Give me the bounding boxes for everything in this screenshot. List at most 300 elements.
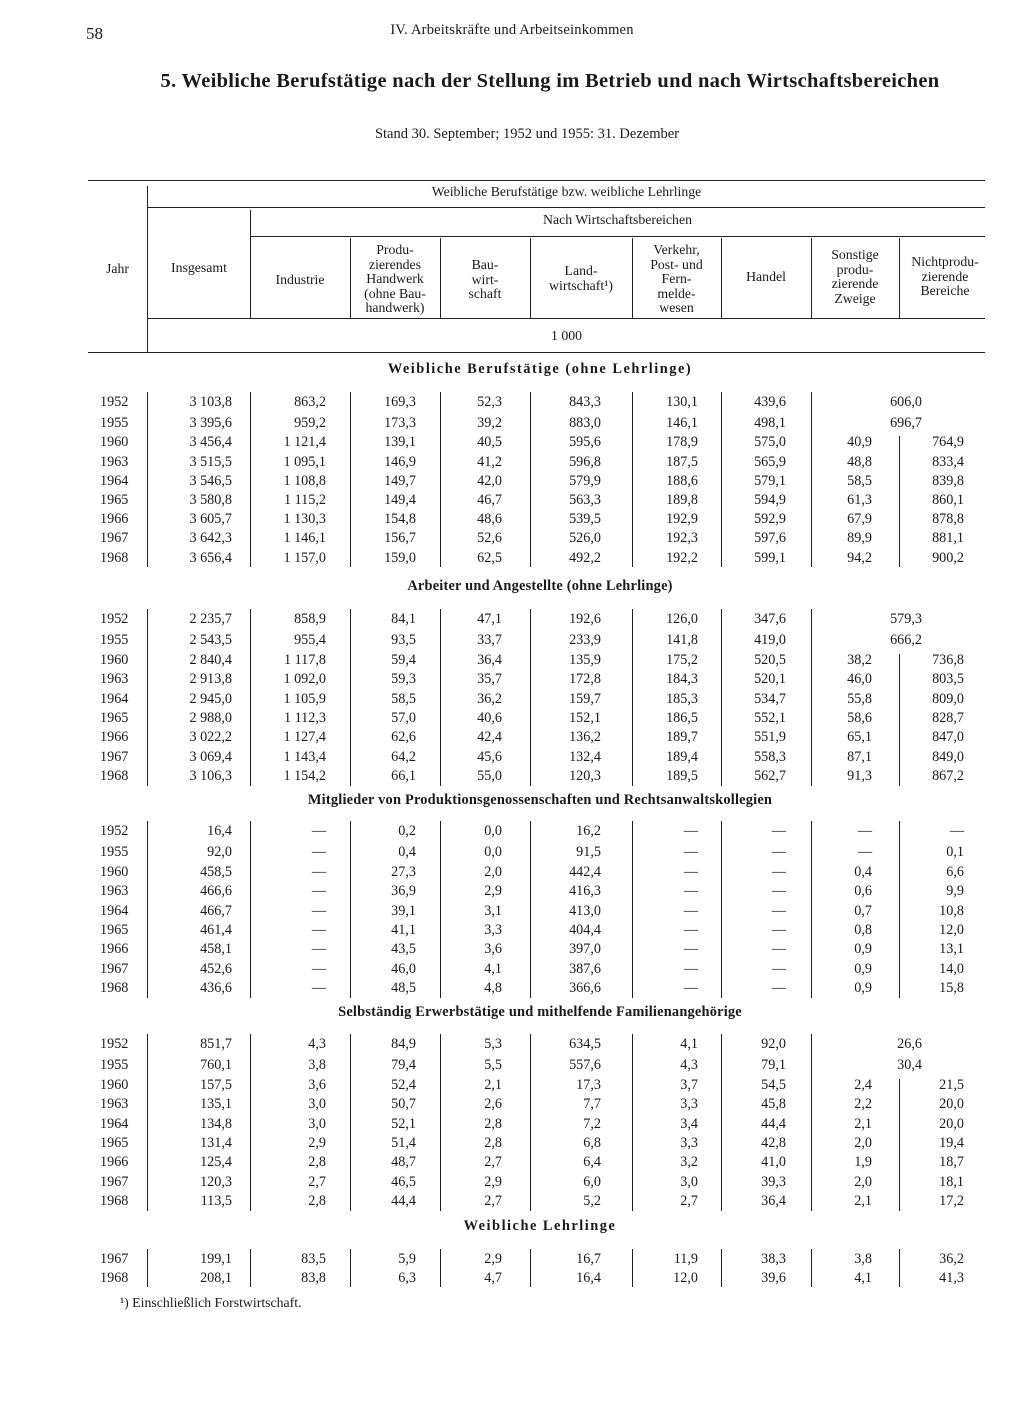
header-group-rule: [148, 207, 985, 208]
column-separator: [147, 392, 148, 567]
cell-landwirtschaft: 557,6: [569, 1057, 601, 1073]
cell-handwerk: 50,7: [391, 1096, 416, 1112]
cell-year: 1955: [100, 844, 129, 860]
cell-year: 1966: [100, 1154, 129, 1170]
column-separator: [899, 654, 900, 786]
column-separator: [440, 1249, 441, 1287]
cell-bauwirtschaft: 4,1: [484, 961, 502, 977]
cell-industrie: —: [311, 844, 326, 860]
cell-insgesamt: 436,6: [200, 980, 232, 996]
cell-insgesamt: 157,5: [200, 1077, 232, 1093]
cell-nichtproduzierende: 20,0: [939, 1116, 964, 1132]
cell-insgesamt: 2 543,5: [189, 632, 232, 648]
cell-handel: —: [771, 961, 786, 977]
column-separator: [721, 821, 722, 998]
cell-insgesamt: 92,0: [207, 844, 232, 860]
cell-landwirtschaft: 172,8: [569, 671, 601, 687]
cell-nichtproduzierende: 14,0: [939, 961, 964, 977]
cell-handel: 54,5: [761, 1077, 786, 1093]
cell-insgesamt: 134,8: [200, 1116, 232, 1132]
cell-landwirtschaft: 6,4: [583, 1154, 601, 1170]
cell-insgesamt: 3 546,5: [189, 473, 232, 489]
cell-nichtproduzierende: 764,9: [932, 434, 964, 450]
cell-sonstige: 40,9: [847, 434, 872, 450]
header-col-landwirtschaft: Land- wirtschaft¹): [549, 263, 613, 293]
column-separator: [811, 1034, 812, 1211]
cell-industrie: 1 105,9: [283, 691, 326, 707]
cell-landwirtschaft: 397,0: [569, 941, 601, 957]
cell-sonstige: 38,2: [847, 652, 872, 668]
cell-nichtproduzierende: 21,5: [939, 1077, 964, 1093]
cell-verkehr: —: [683, 980, 698, 996]
cell-sonstige: 0,6: [854, 883, 872, 899]
cell-handel: —: [771, 922, 786, 938]
cell-year: 1967: [100, 530, 129, 546]
cell-handel: 41,0: [761, 1154, 786, 1170]
cell-landwirtschaft: 16,4: [576, 1270, 601, 1286]
cell-year: 1968: [100, 1193, 129, 1209]
cell-verkehr: 186,5: [666, 710, 698, 726]
cell-nichtproduzierende: 900,2: [932, 550, 964, 566]
table-row: [0, 922, 1024, 940]
cell-year: 1960: [100, 864, 129, 880]
cell-industrie: —: [311, 864, 326, 880]
table-row: [0, 823, 1024, 841]
column-separator: [811, 392, 812, 567]
cell-handel: 42,8: [761, 1135, 786, 1151]
cell-verkehr: 3,7: [680, 1077, 698, 1093]
cell-handel: 592,9: [754, 511, 786, 527]
cell-bauwirtschaft: 2,0: [484, 864, 502, 880]
table-row: [0, 941, 1024, 959]
cell-year: 1965: [100, 922, 129, 938]
cell-bauwirtschaft: 52,3: [477, 394, 502, 410]
cell-sonstige: 87,1: [847, 749, 872, 765]
cell-handel: 520,1: [754, 671, 786, 687]
cell-handel: —: [771, 864, 786, 880]
column-separator: [811, 1249, 812, 1287]
header-col-sonstige: Sonstige produ- zierende Zweige: [831, 247, 879, 306]
cell-nichtproduzierende: 0,1: [946, 844, 964, 860]
cell-year: 1968: [100, 1270, 129, 1286]
cell-handwerk: 27,3: [391, 864, 416, 880]
cell-bauwirtschaft: 40,5: [477, 434, 502, 450]
cell-handel: —: [771, 980, 786, 996]
cell-nichtproduzierende: 12,0: [939, 922, 964, 938]
column-separator: [530, 821, 531, 998]
cell-nichtproduzierende: 18,1: [939, 1174, 964, 1190]
cell-landwirtschaft: 404,4: [569, 922, 601, 938]
cell-verkehr: 141,8: [666, 632, 698, 648]
table-row: [0, 530, 1024, 548]
cell-industrie: 1 121,4: [283, 434, 326, 450]
cell-bauwirtschaft: 48,6: [477, 511, 502, 527]
table-row: [0, 632, 1024, 650]
table-row: [0, 1096, 1024, 1114]
table-row: [0, 903, 1024, 921]
table-row: [0, 980, 1024, 998]
table-row: [0, 511, 1024, 529]
cell-sonstige: 48,8: [847, 454, 872, 470]
cell-sonstige: 2,1: [854, 1116, 872, 1132]
header-subgroup-rule: [250, 236, 985, 237]
section-title: Weibliche Berufstätige (ohne Lehrlinge): [387, 361, 693, 377]
cell-sonstige: 2,0: [854, 1174, 872, 1190]
cell-handel: 92,0: [761, 1036, 786, 1052]
cell-insgesamt: 466,7: [200, 903, 232, 919]
column-separator: [530, 1249, 531, 1287]
cell-industrie: 83,8: [301, 1270, 326, 1286]
cell-industrie: 3,0: [308, 1116, 326, 1132]
cell-landwirtschaft: 7,2: [583, 1116, 601, 1132]
cell-verkehr: —: [683, 883, 698, 899]
cell-sonstige: 3,8: [854, 1251, 872, 1267]
cell-year: 1967: [100, 749, 129, 765]
cell-insgesamt: 120,3: [200, 1174, 232, 1190]
cell-landwirtschaft: 413,0: [569, 903, 601, 919]
table-row: [0, 434, 1024, 452]
cell-landwirtschaft: 132,4: [569, 749, 601, 765]
cell-nichtproduzierende: 828,7: [932, 710, 964, 726]
cell-sonstige: 0,4: [854, 864, 872, 880]
cell-insgesamt: 3 580,8: [189, 492, 232, 508]
cell-year: 1968: [100, 980, 129, 996]
table-row: [0, 864, 1024, 882]
cell-industrie: 3,8: [308, 1057, 326, 1073]
cell-handwerk: 149,7: [384, 473, 416, 489]
cell-year: 1964: [100, 1116, 129, 1132]
cell-industrie: —: [311, 980, 326, 996]
cell-bauwirtschaft: 39,2: [477, 415, 502, 431]
cell-industrie: 1 108,8: [283, 473, 326, 489]
cell-landwirtschaft: 233,9: [569, 632, 601, 648]
column-separator: [632, 609, 633, 786]
cell-handwerk: 48,5: [391, 980, 416, 996]
table-row: [0, 710, 1024, 728]
cell-handwerk: 173,3: [384, 415, 416, 431]
cell-nichtproduzierende: 9,9: [946, 883, 964, 899]
cell-sonstige: 61,3: [847, 492, 872, 508]
cell-year: 1964: [100, 473, 129, 489]
table-row: [0, 611, 1024, 629]
column-separator: [440, 609, 441, 786]
cell-bauwirtschaft: 52,6: [477, 530, 502, 546]
cell-nichtproduzierende: 849,0: [932, 749, 964, 765]
cell-year: 1965: [100, 710, 129, 726]
cell-handwerk: 79,4: [391, 1057, 416, 1073]
cell-handwerk: 48,7: [391, 1154, 416, 1170]
cell-bauwirtschaft: 2,9: [484, 1174, 502, 1190]
table-row: [0, 1077, 1024, 1095]
cell-industrie: 1 115,2: [283, 492, 326, 508]
cell-handel: 575,0: [754, 434, 786, 450]
column-separator: [530, 1034, 531, 1211]
cell-sonstige: 65,1: [847, 729, 872, 745]
cell-year: 1965: [100, 492, 129, 508]
cell-year: 1968: [100, 768, 129, 784]
cell-handwerk: 154,8: [384, 511, 416, 527]
cell-handwerk: 52,4: [391, 1077, 416, 1093]
cell-sonstige: 94,2: [847, 550, 872, 566]
cell-verkehr: —: [683, 864, 698, 880]
cell-verkehr: 192,3: [666, 530, 698, 546]
column-separator: [350, 1034, 351, 1211]
column-separator: [250, 1034, 251, 1211]
cell-industrie: 2,8: [308, 1193, 326, 1209]
cell-landwirtschaft: 6,8: [583, 1135, 601, 1151]
cell-insgesamt: 2 988,0: [189, 710, 232, 726]
cell-landwirtschaft: 136,2: [569, 729, 601, 745]
cell-year: 1967: [100, 1174, 129, 1190]
section-title: Weibliche Lehrlinge: [463, 1218, 617, 1234]
header-col-industrie: Industrie: [275, 272, 325, 287]
cell-nichtproduzierende: 839,8: [932, 473, 964, 489]
header-col-verkehr: Verkehr, Post- und Fern- melde- wesen: [650, 242, 703, 316]
cell-nichtproduzierende: 41,3: [939, 1270, 964, 1286]
cell-landwirtschaft: 634,5: [569, 1036, 601, 1052]
column-separator: [440, 392, 441, 567]
cell-handwerk: 159,0: [384, 550, 416, 566]
cell-insgesamt: 199,1: [200, 1251, 232, 1267]
cell-verkehr: 130,1: [666, 394, 698, 410]
cell-landwirtschaft: 596,8: [569, 454, 601, 470]
cell-industrie: 858,9: [294, 611, 326, 627]
header-col-handel: Handel: [746, 269, 786, 284]
column-separator: [350, 1249, 351, 1287]
cell-bauwirtschaft: 55,0: [477, 768, 502, 784]
cell-insgesamt: 3 395,6: [189, 415, 232, 431]
cell-handwerk: 51,4: [391, 1135, 416, 1151]
cell-nichtproduzierende: 833,4: [932, 454, 964, 470]
cell-nichtproduzierende: 809,0: [932, 691, 964, 707]
cell-sonstige: 0,8: [854, 922, 872, 938]
cell-verkehr: 187,5: [666, 454, 698, 470]
cell-nichtproduzierende: 881,1: [932, 530, 964, 546]
cell-sonstige: 0,9: [854, 941, 872, 957]
cell-nichtproduzierende: 847,0: [932, 729, 964, 745]
cell-handel: 39,3: [761, 1174, 786, 1190]
cell-landwirtschaft: 192,6: [569, 611, 601, 627]
cell-handel: 565,9: [754, 454, 786, 470]
cell-handel: —: [771, 903, 786, 919]
cell-year: 1963: [100, 883, 129, 899]
cell-sonstige-nichtproduzierende-combined: 606,0: [890, 394, 922, 410]
cell-handel: 597,6: [754, 530, 786, 546]
header-group-top: Weibliche Berufstätige bzw. weibliche Lehrlinge: [431, 184, 702, 199]
cell-bauwirtschaft: 0,0: [484, 823, 502, 839]
cell-handwerk: 52,1: [391, 1116, 416, 1132]
column-separator: [899, 1079, 900, 1211]
cell-verkehr: —: [683, 922, 698, 938]
cell-insgesamt: 461,4: [200, 922, 232, 938]
cell-handel: 39,6: [761, 1270, 786, 1286]
column-separator: [440, 821, 441, 998]
cell-bauwirtschaft: 41,2: [477, 454, 502, 470]
cell-sonstige: 58,5: [847, 473, 872, 489]
cell-handwerk: 59,3: [391, 671, 416, 687]
cell-insgesamt: 113,5: [200, 1193, 232, 1209]
cell-bauwirtschaft: 2,1: [484, 1077, 502, 1093]
cell-handwerk: 66,1: [391, 768, 416, 784]
cell-year: 1955: [100, 1057, 129, 1073]
cell-verkehr: 4,1: [680, 1036, 698, 1052]
table-subtitle: Stand 30. September; 1952 und 1955: 31. Dezember: [374, 126, 680, 142]
table-row: [0, 729, 1024, 747]
running-head: IV. Arbeitskräfte und Arbeitseinkommen: [390, 22, 634, 38]
table-row: [0, 768, 1024, 786]
column-separator: [147, 1034, 148, 1211]
cell-industrie: 1 143,4: [283, 749, 326, 765]
cell-handwerk: 41,1: [391, 922, 416, 938]
cell-verkehr: 192,9: [666, 511, 698, 527]
cell-handel: 79,1: [761, 1057, 786, 1073]
cell-handwerk: 84,1: [391, 611, 416, 627]
footnote: ¹) Einschließlich Forstwirtschaft.: [120, 1295, 302, 1310]
cell-verkehr: 12,0: [673, 1270, 698, 1286]
table-title: 5. Weibliche Berufstätige nach der Stellung im Betrieb und nach Wirtschaftsbereichen: [160, 70, 940, 92]
cell-insgesamt: 2 913,8: [189, 671, 232, 687]
cell-industrie: 863,2: [294, 394, 326, 410]
header-bottom-rule: [88, 352, 985, 353]
cell-verkehr: 184,3: [666, 671, 698, 687]
table-row: [0, 749, 1024, 767]
cell-handwerk: 139,1: [384, 434, 416, 450]
cell-insgesamt: 3 642,3: [189, 530, 232, 546]
cell-industrie: 2,8: [308, 1154, 326, 1170]
cell-handwerk: 64,2: [391, 749, 416, 765]
cell-year: 1963: [100, 671, 129, 687]
cell-insgesamt: 760,1: [200, 1057, 232, 1073]
cell-handel: —: [771, 823, 786, 839]
cell-handel: 551,9: [754, 729, 786, 745]
cell-sonstige-nichtproduzierende-combined: 696,7: [890, 415, 922, 431]
table-row: [0, 473, 1024, 491]
cell-insgesamt: 2 945,0: [189, 691, 232, 707]
cell-insgesamt: 466,6: [200, 883, 232, 899]
section-title: Arbeiter und Angestellte (ohne Lehrlinge): [407, 578, 673, 594]
section-title: Selbständig Erwerbstätige und mithelfende Familienangehörige: [338, 1004, 742, 1020]
cell-verkehr: —: [683, 961, 698, 977]
cell-nichtproduzierende: 36,2: [939, 1251, 964, 1267]
cell-bauwirtschaft: 4,8: [484, 980, 502, 996]
cell-nichtproduzierende: 15,8: [939, 980, 964, 996]
column-separator: [350, 392, 351, 567]
cell-nichtproduzierende: 867,2: [932, 768, 964, 784]
cell-bauwirtschaft: 36,2: [477, 691, 502, 707]
table-row: [0, 883, 1024, 901]
cell-handel: 439,6: [754, 394, 786, 410]
column-separator: [721, 392, 722, 567]
column-separator: [811, 609, 812, 786]
cell-sonstige: 58,6: [847, 710, 872, 726]
cell-bauwirtschaft: 5,3: [484, 1036, 502, 1052]
cell-insgesamt: 208,1: [200, 1270, 232, 1286]
cell-industrie: 1 092,0: [283, 671, 326, 687]
page-number: 58: [86, 24, 103, 43]
cell-nichtproduzierende: 736,8: [932, 652, 964, 668]
cell-handwerk: 36,9: [391, 883, 416, 899]
cell-handel: —: [771, 883, 786, 899]
cell-industrie: —: [311, 961, 326, 977]
cell-verkehr: 178,9: [666, 434, 698, 450]
table-row: [0, 844, 1024, 862]
table-row: [0, 550, 1024, 568]
table-row: [0, 1174, 1024, 1192]
cell-bauwirtschaft: 42,4: [477, 729, 502, 745]
cell-landwirtschaft: 120,3: [569, 768, 601, 784]
cell-insgesamt: 2 840,4: [189, 652, 232, 668]
cell-handel: —: [771, 941, 786, 957]
cell-verkehr: 189,8: [666, 492, 698, 508]
column-separator: [440, 1034, 441, 1211]
cell-insgesamt: 125,4: [200, 1154, 232, 1170]
cell-handel: 36,4: [761, 1193, 786, 1209]
cell-industrie: 1 127,4: [283, 729, 326, 745]
cell-landwirtschaft: 135,9: [569, 652, 601, 668]
cell-verkehr: 146,1: [666, 415, 698, 431]
cell-bauwirtschaft: 2,8: [484, 1116, 502, 1132]
cell-insgesamt: 2 235,7: [189, 611, 232, 627]
cell-industrie: —: [311, 903, 326, 919]
cell-industrie: 1 117,8: [283, 652, 326, 668]
column-separator: [899, 1249, 900, 1287]
cell-insgesamt: 3 103,8: [189, 394, 232, 410]
cell-landwirtschaft: 579,9: [569, 473, 601, 489]
cell-industrie: —: [311, 922, 326, 938]
cell-verkehr: 4,3: [680, 1057, 698, 1073]
cell-verkehr: 189,5: [666, 768, 698, 784]
cell-insgesamt: 452,6: [200, 961, 232, 977]
cell-handwerk: 46,5: [391, 1174, 416, 1190]
cell-year: 1966: [100, 729, 129, 745]
cell-year: 1952: [100, 611, 129, 627]
cell-handel: 552,1: [754, 710, 786, 726]
cell-landwirtschaft: 442,4: [569, 864, 601, 880]
cell-handwerk: 59,4: [391, 652, 416, 668]
cell-handwerk: 84,9: [391, 1036, 416, 1052]
column-separator: [350, 821, 351, 998]
cell-verkehr: 175,2: [666, 652, 698, 668]
cell-landwirtschaft: 152,1: [569, 710, 601, 726]
cell-industrie: 1 157,0: [283, 550, 326, 566]
cell-handwerk: 62,6: [391, 729, 416, 745]
cell-landwirtschaft: 416,3: [569, 883, 601, 899]
cell-handwerk: 156,7: [384, 530, 416, 546]
table-row: [0, 415, 1024, 433]
column-separator: [811, 821, 812, 998]
header-jahr: Jahr: [106, 261, 129, 276]
cell-verkehr: 192,2: [666, 550, 698, 566]
table-row: [0, 961, 1024, 979]
cell-insgesamt: 3 605,7: [189, 511, 232, 527]
cell-handel: 419,0: [754, 632, 786, 648]
cell-handel: 498,1: [754, 415, 786, 431]
cell-landwirtschaft: 595,6: [569, 434, 601, 450]
table-row: [0, 1116, 1024, 1134]
cell-industrie: 3,0: [308, 1096, 326, 1112]
cell-verkehr: —: [683, 903, 698, 919]
cell-landwirtschaft: 883,0: [569, 415, 601, 431]
cell-nichtproduzierende: 13,1: [939, 941, 964, 957]
cell-handwerk: 149,4: [384, 492, 416, 508]
header-unit: 1 000: [550, 328, 583, 343]
table-row: [0, 1057, 1024, 1075]
cell-year: 1966: [100, 511, 129, 527]
cell-nichtproduzierende: —: [949, 823, 964, 839]
table-row: [0, 1251, 1024, 1269]
cell-industrie: 1 095,1: [283, 454, 326, 470]
cell-handwerk: 0,4: [398, 844, 416, 860]
